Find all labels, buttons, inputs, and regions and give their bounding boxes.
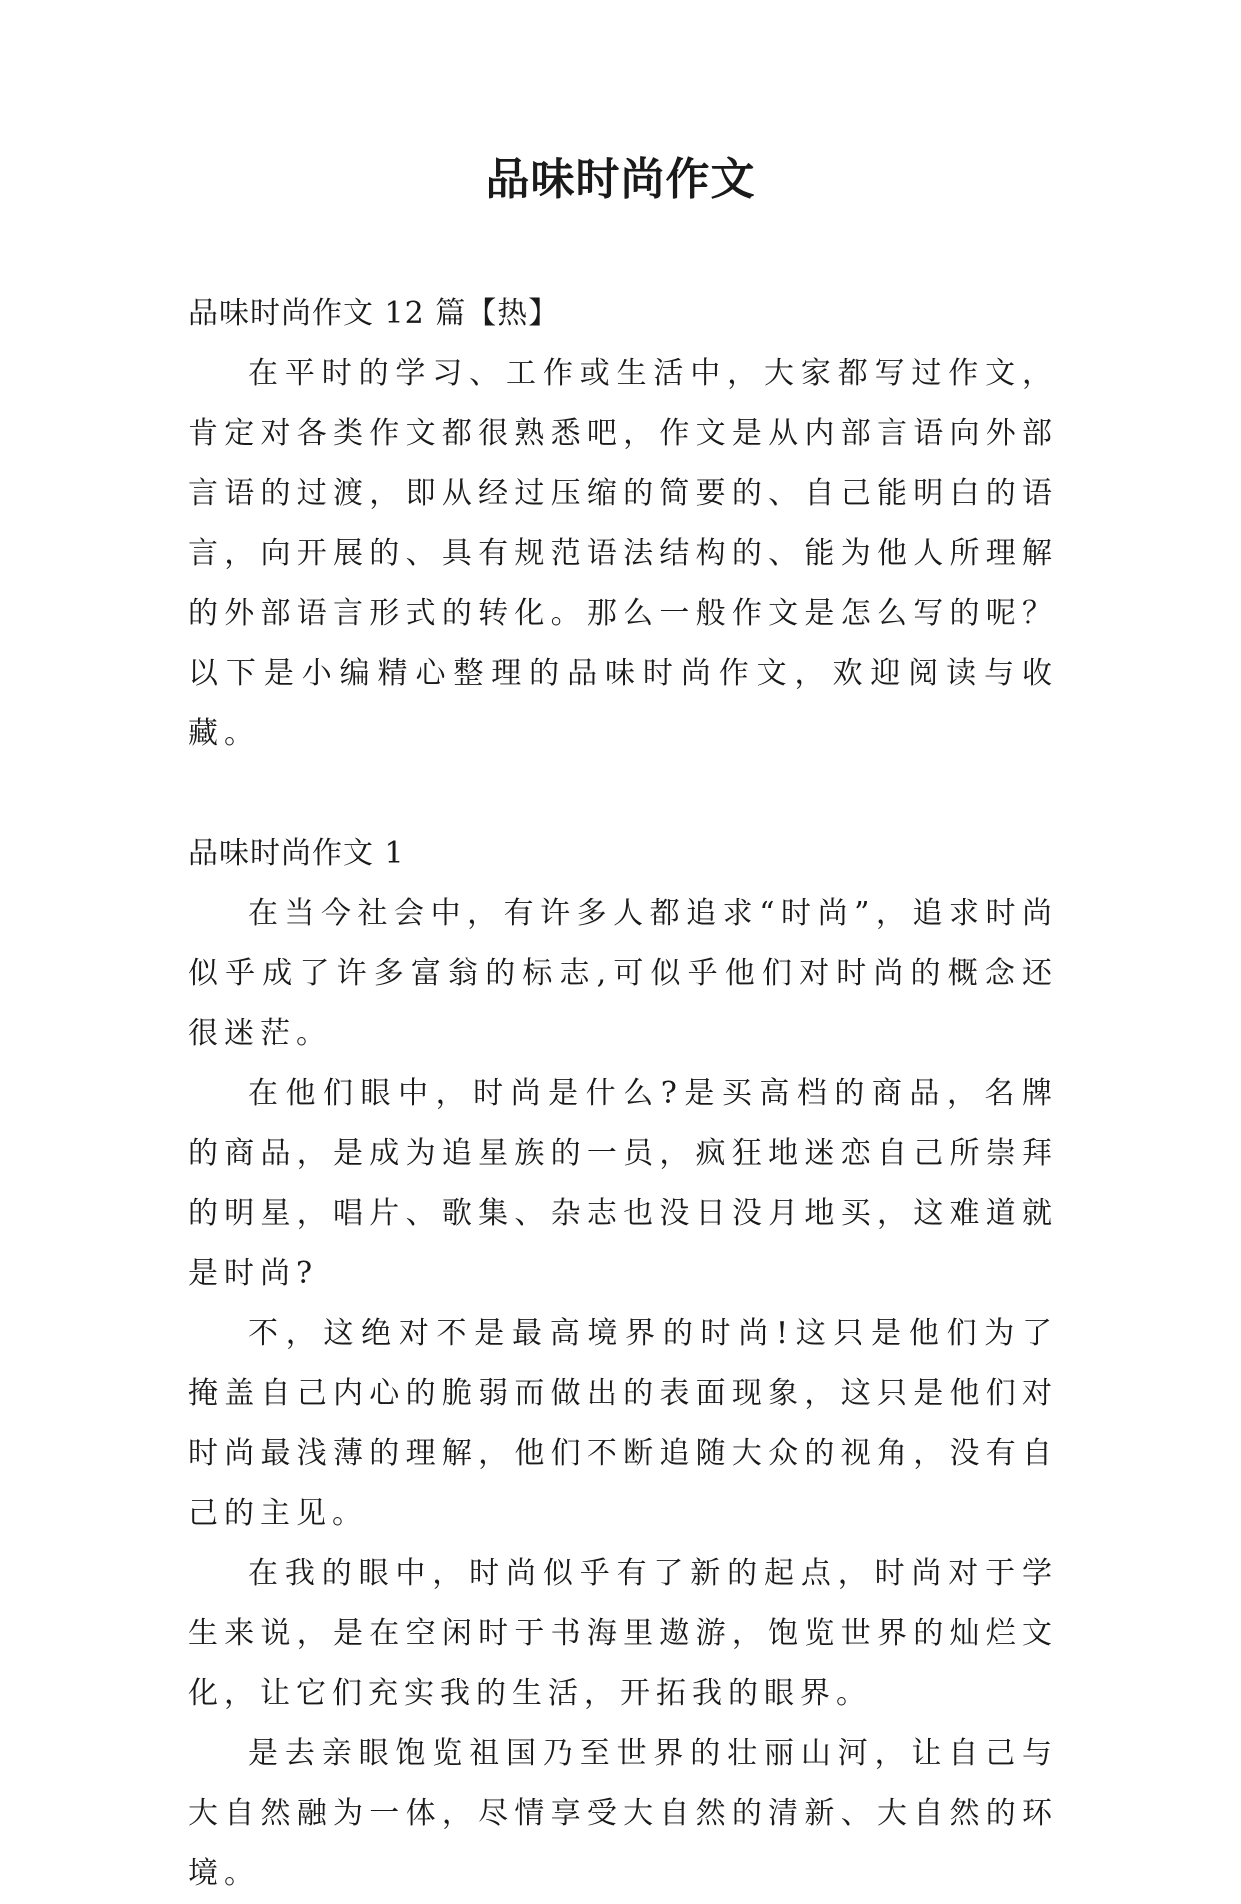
document-body (188, 284, 1058, 1904)
section-paragraph: 在我的眼中，时尚似乎有了新的起点，时尚对于学生来说，是在空闲时于书海里遨游，饱览世界的灿烂文化，让它们充实我的生活，开拓我的眼界。 (188, 1556, 1058, 1711)
document-title: 品味时尚作文 (485, 154, 756, 205)
intro-paragraph: 在平时的学习、工作或生活中，大家都写过作文，肯定对各类作文都很熟悉吧，作文是从内部言语向外部言语的过渡，即从经过压缩的简要的、自己能明白的语言，向开展的、具有规范语法结构的、能为他人所理解的外部语言形式的转化。那么一般作文是怎么写的呢？以下是小编精心整理的品味时尚作文，欢迎阅读与收藏。 (188, 356, 1058, 751)
section-paragraph: 在当今社会中，有许多人都追求“时尚”，追求时尚似乎成了许多富翁的标志,可似乎他们对时尚的概念还很迷茫。 (188, 896, 1058, 1051)
section-spacer (188, 764, 1058, 824)
intro-heading: 品味时尚作文 12 篇【热】 (188, 296, 560, 331)
section-heading: 品味时尚作文 1 (188, 836, 405, 871)
section-paragraph: 在他们眼中，时尚是什么?是买高档的商品，名牌的商品，是成为追星族的一员，疯狂地迷恋自己所崇拜的明星，唱片、歌集、杂志也没日没月地买，这难道就是时尚? (188, 1076, 1058, 1291)
section-paragraph: 不，这绝对不是最高境界的时尚!这只是他们为了掩盖自己内心的脆弱而做出的表面现象，这只是他们对时尚最浅薄的理解，他们不断追随大众的视角，没有自己的主见。 (188, 1316, 1058, 1531)
section-paragraph: 是去亲眼饱览祖国乃至世界的壮丽山河，让自己与大自然融为一体，尽情享受大自然的清新、大自然的环境。 (188, 1736, 1058, 1891)
